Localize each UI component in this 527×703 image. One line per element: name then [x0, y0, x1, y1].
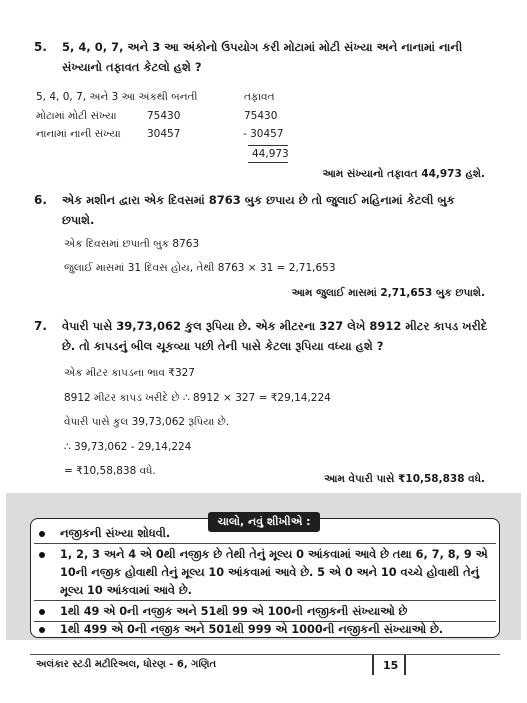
- table-row-right: - 30457: [243, 128, 284, 140]
- list-item: 10ની નજીક હોવાથી તેનું મૂલ્ય 10 આંકવામાં આવે છે. 5 એ 0 અને 10 વચ્ચે હોવાથી તેનું: [60, 566, 479, 579]
- answer-line: આમ વેપારી પાસે ₹10,58,838 વધે.: [324, 473, 485, 485]
- working-line: ∴ 39,73,062 - 29,14,224: [64, 441, 192, 453]
- working-line: એક દિવસમાં છપાતી બુક 8763: [64, 238, 200, 250]
- working-line: 8912 મીટર કાપડ ખરીદે છે ∴ 8912 × 327 = ₹29,14,224: [64, 392, 331, 404]
- working-line: એક મીટર કાપડના ભાવ ₹327: [64, 367, 195, 379]
- question-number: 5.: [34, 40, 47, 54]
- bullet-icon: [39, 627, 45, 633]
- question-text: છે. તો કાપડનું બીલ ચૂકવ્યા પછી તેની પાસે કેટલા રૂપિયા વધ્યા હશે ?: [62, 339, 384, 353]
- answer-line: આમ સંખ્યાનો તફાવત 44,973 હશે.: [322, 168, 485, 180]
- footer-title: અલંકાર સ્ટડી મટીરિઅલ, ધોરણ - 6, ગણિત: [36, 659, 217, 670]
- table-row-value: 75430: [147, 110, 181, 122]
- bullet-icon: [39, 531, 45, 537]
- list-item: 1, 2, 3 અને 4 એ 0થી નજીક છે તેથી તેનું મૂલ્ય 0 આંકવામાં આવે છે તથા 6, 7, 8, 9 એ: [60, 548, 488, 561]
- bullet-icon: [39, 609, 45, 615]
- question-text: સંખ્યાનો તફાવત કેટલો હશે ?: [62, 60, 202, 74]
- list-item: 1થી 499 એ 0ની નજીક અને 501થી 999 એ 1000ની નજીકની સંખ્યાઓ છે.: [60, 623, 444, 636]
- sum-rule: [248, 145, 288, 146]
- working-line: = ₹10,58,838 વધે.: [64, 465, 156, 477]
- list-item: મૂલ્ય 10 આંકવામાં આવે છે.: [60, 584, 192, 597]
- table-row-label: 5, 4, 0, 7, અને 3 આ અંકથી બનતી: [36, 91, 198, 103]
- question-text: છપાશે.: [62, 213, 95, 227]
- page-number: 15: [383, 659, 399, 672]
- table-row-value: 30457: [147, 128, 181, 140]
- footer-divider: [404, 655, 406, 675]
- footer-rule: [30, 654, 500, 655]
- answer-line: આમ જુલાઈ માસમાં 2,71,653 બુક છપાશે.: [291, 287, 485, 299]
- divider: [34, 600, 496, 601]
- learn-tag: ચાલો, નવું શીખીએ :: [208, 512, 320, 532]
- working-line: વેપારી પાસે કુલ 39,73,062 રૂપિયા છે.: [64, 416, 230, 428]
- question-number: 6.: [34, 193, 47, 207]
- divider: [34, 543, 496, 544]
- table-row-label: મોટામાં મોટી સંખ્યા: [36, 110, 117, 122]
- table-row-label: નાનામાં નાની સંખ્યા: [36, 128, 121, 140]
- question-number: 7.: [34, 319, 47, 333]
- question-text: વેપારી પાસે 39,73,062 કુલ રૂપિયા છે. એક મીટરના 327 લેખે 8912 મીટર કાપડ ખરીદે: [62, 319, 488, 333]
- table-row-right: 75430: [244, 110, 278, 122]
- bullet-icon: [39, 552, 45, 558]
- footer-divider: [372, 655, 374, 675]
- working-line: જુલાઈ માસમાં 31 દિવસ હોય, તેથી 8763 × 31 = 2,71,653: [64, 262, 336, 274]
- result-value: 44,973: [252, 148, 289, 160]
- question-text: એક મશીન દ્વારા એક દિવસમાં 8763 બુક છપાય છે તો જુલાઈ મહિનામાં કેટલી બુક: [62, 193, 455, 207]
- table-row-right: તફાવત: [244, 91, 275, 103]
- question-text: 5, 4, 0, 7, અને 3 આ અંકોનો ઉપયોગ કરી મોટામાં મોટી સંખ્યા અને નાનામાં નાની: [62, 40, 463, 54]
- sum-rule: [248, 162, 288, 163]
- list-item: નજીકની સંખ્યા શોધવી.: [60, 527, 171, 540]
- list-item: 1થી 49 એ 0ની નજીક અને 51થી 99 એ 100ની નજીકની સંખ્યાઓ છે: [60, 605, 408, 618]
